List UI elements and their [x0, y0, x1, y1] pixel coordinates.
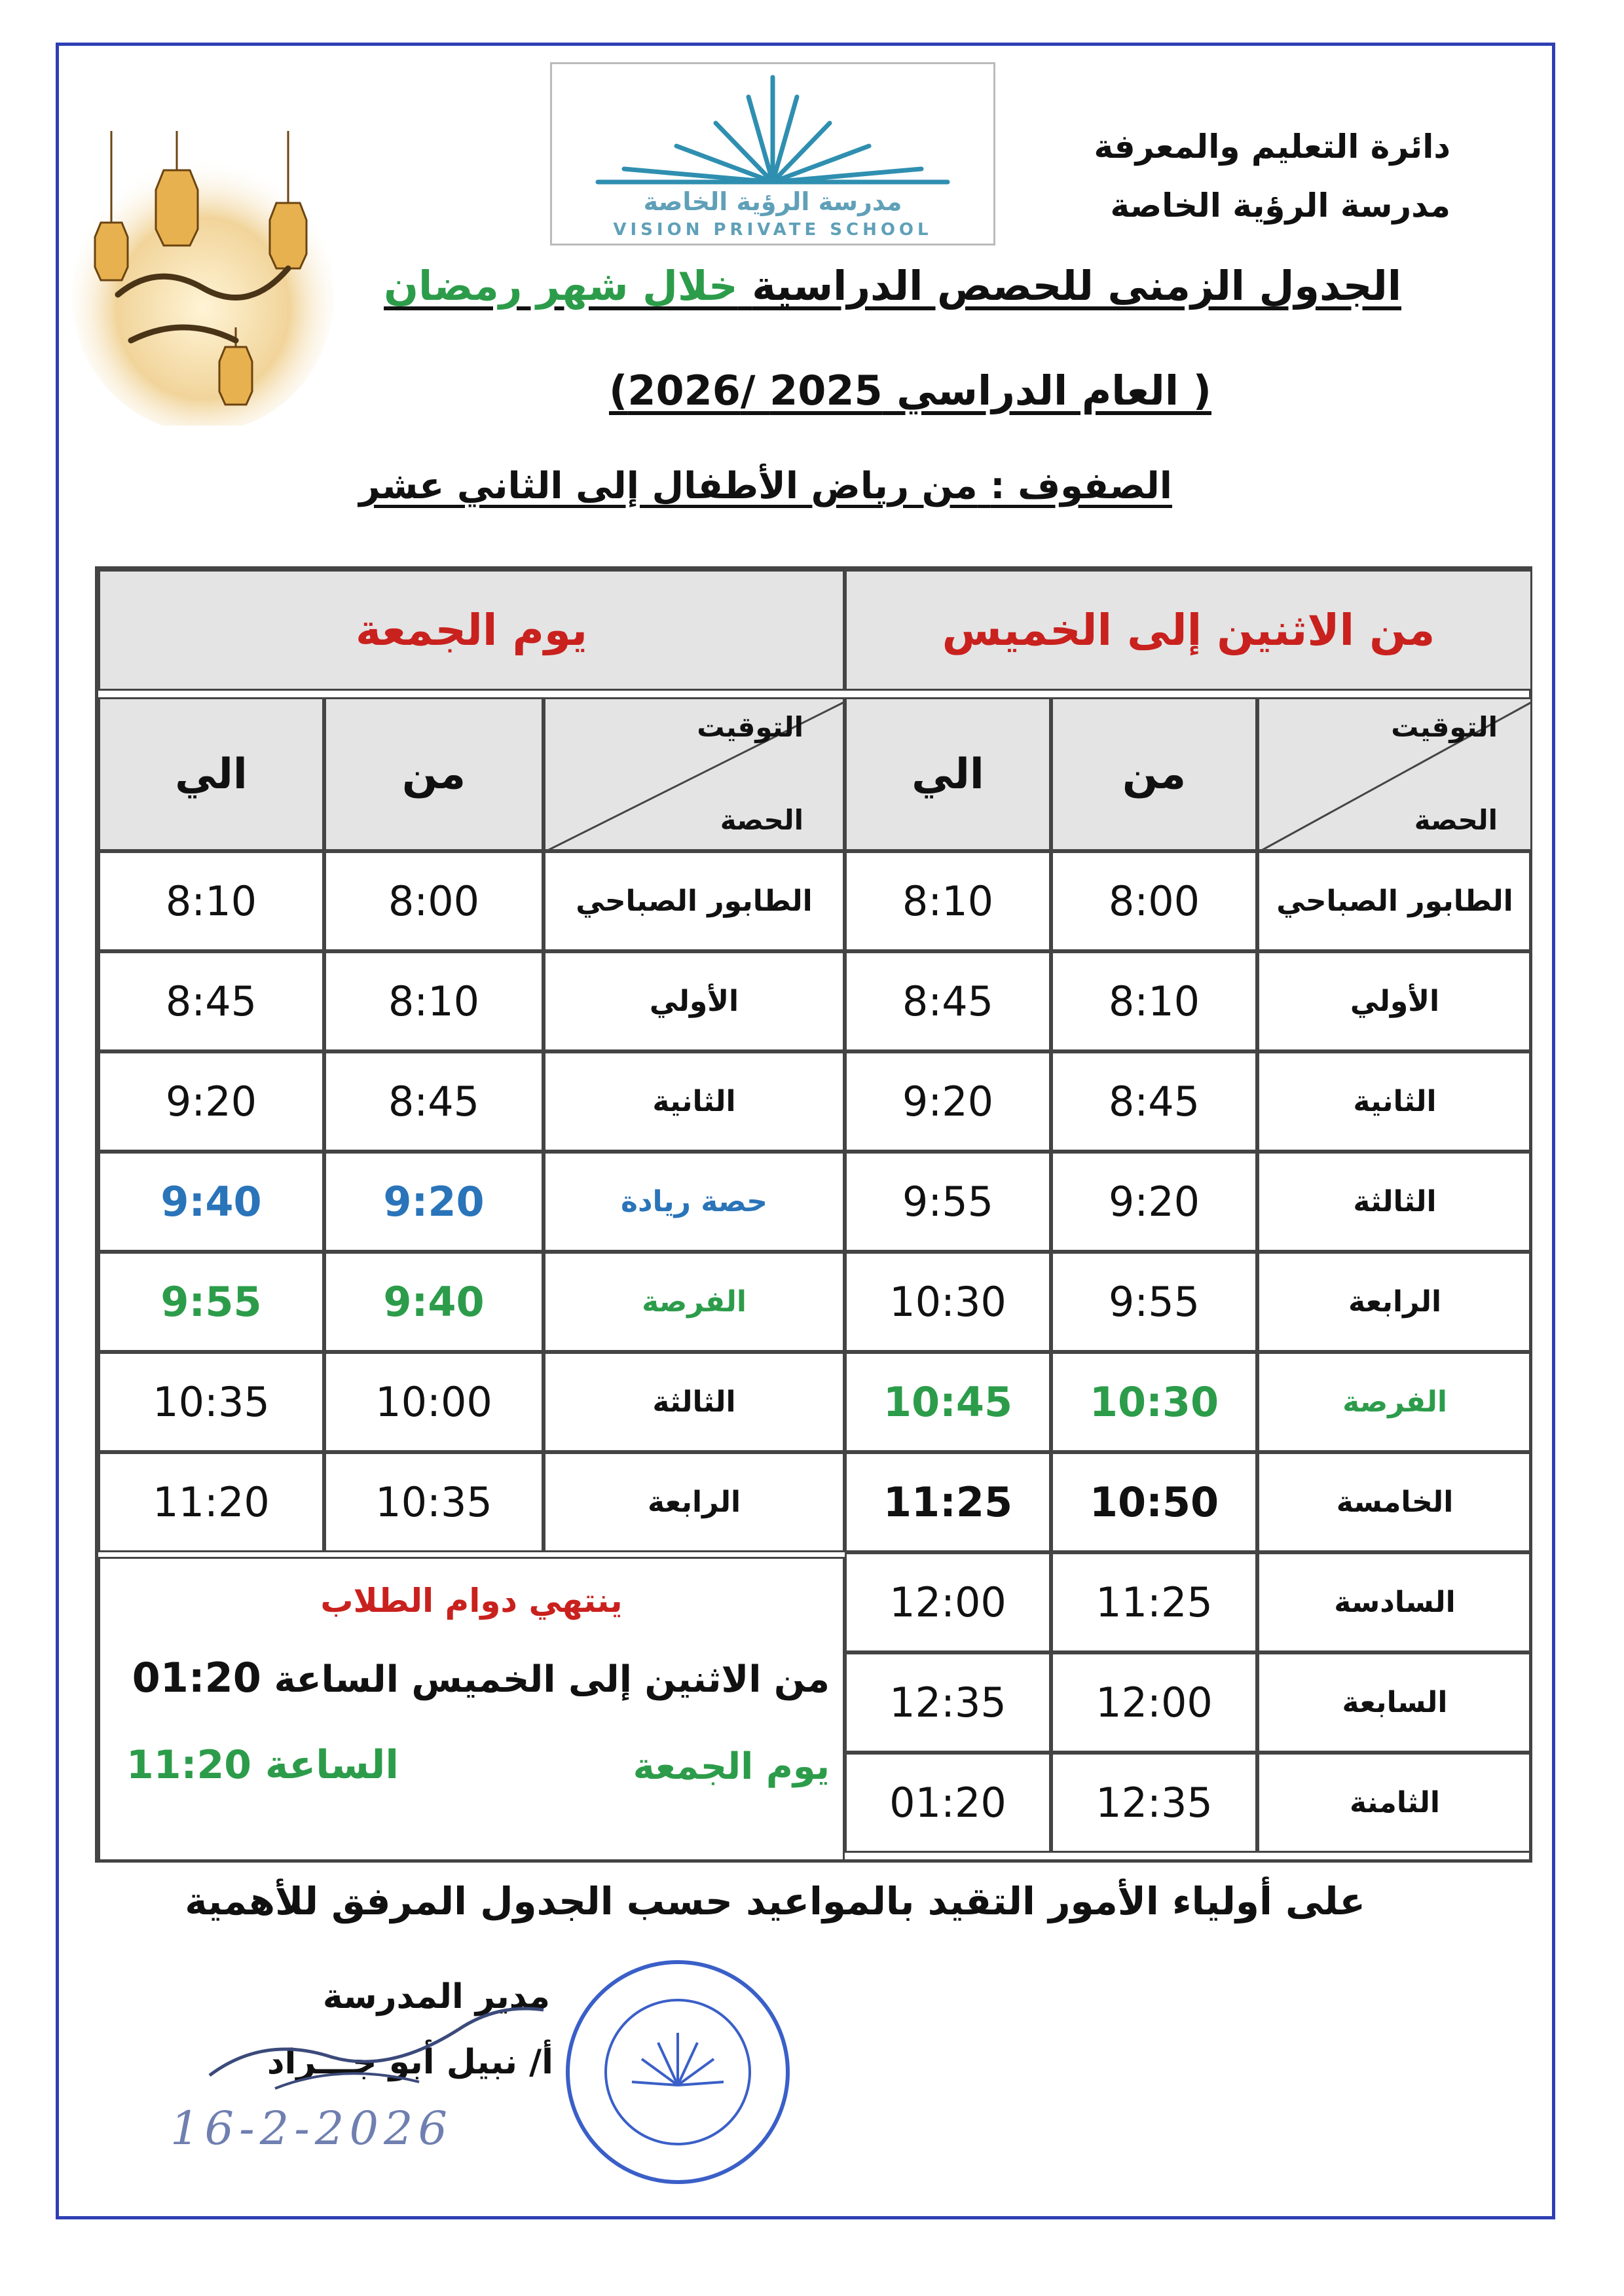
logo-arabic-text: مدرسة الرؤية الخاصة	[643, 187, 902, 216]
logo-english-text: VISION PRIVATE SCHOOL	[613, 220, 932, 240]
weekday-period-cell: السادسة	[1257, 1552, 1532, 1652]
period-label: الحصة	[720, 804, 803, 836]
stamp-icon	[560, 1954, 796, 2190]
friday-to-cell: 9:55	[98, 1252, 324, 1352]
signature-date: 16-2-2026	[170, 2102, 453, 2155]
weekday-to-cell: 11:25	[845, 1452, 1051, 1552]
weekdays-timing-header	[1257, 697, 1532, 851]
sunburst-logo-icon	[552, 64, 993, 189]
friday-from-cell: 9:40	[324, 1252, 544, 1352]
friday-to-cell: 8:10	[98, 851, 324, 951]
weekday-period-cell: الثانية	[1257, 1051, 1532, 1152]
weekday-period-cell: الثامنة	[1257, 1753, 1532, 1853]
ramadan-lantern-artwork	[72, 131, 334, 426]
grades-value: من رياض الأطفال إلى الثاني عشر	[359, 465, 978, 507]
weekday-period-cell: الخامسة	[1257, 1452, 1532, 1552]
timing-label: التوقيت	[697, 711, 803, 743]
end-note-weekdays	[132, 1654, 830, 1702]
weekday-from-cell: 10:30	[1051, 1352, 1257, 1452]
friday-to-cell: 8:45	[98, 951, 324, 1051]
academic-year: ( العام الدراسي 2025 /2026)	[608, 367, 1211, 414]
weekday-from-cell: 9:20	[1051, 1152, 1257, 1252]
weekday-period-cell: الثالثة	[1257, 1152, 1532, 1252]
friday-to-cell: 9:40	[98, 1152, 324, 1252]
weekday-from-cell: 12:00	[1051, 1652, 1257, 1753]
friday-to-header: الي	[98, 697, 324, 851]
friday-to-cell: 10:35	[98, 1352, 324, 1452]
timing-label: التوقيت	[1391, 711, 1498, 743]
weekday-from-cell: 8:10	[1051, 951, 1257, 1051]
weekday-period-cell: الفرصة	[1257, 1352, 1532, 1452]
weekday-period-cell: السابعة	[1257, 1652, 1532, 1753]
title-ramadan: خلال شهر رمضان	[384, 262, 738, 310]
friday-from-header: من	[324, 697, 544, 851]
school-logo	[550, 62, 995, 246]
end-note-friday-time: 11:20	[126, 1742, 251, 1788]
schedule-table	[95, 566, 1532, 1863]
friday-to-cell: 11:20	[98, 1452, 324, 1552]
friday-period-cell: الأولي	[544, 951, 845, 1051]
grades-label: الصفوف :	[990, 465, 1172, 507]
weekday-to-cell: 10:45	[845, 1352, 1051, 1452]
friday-timing-header	[544, 697, 845, 851]
weekday-from-cell: 9:55	[1051, 1252, 1257, 1352]
friday-period-cell: الطابور الصباحي	[544, 851, 845, 951]
friday-from-cell: 10:00	[324, 1352, 544, 1452]
friday-period-cell: حصة ريادة	[544, 1152, 845, 1252]
page-title	[384, 262, 1401, 310]
weekday-to-cell: 12:00	[845, 1552, 1051, 1652]
friday-from-cell: 8:10	[324, 951, 544, 1051]
friday-period-cell: الفرصة	[544, 1252, 845, 1352]
weekday-from-cell: 11:25	[1051, 1552, 1257, 1652]
end-note-friday-text: الساعة	[265, 1742, 399, 1788]
weekday-from-cell: 8:00	[1051, 851, 1257, 951]
weekday-to-cell: 9:55	[845, 1152, 1051, 1252]
end-note-friday-label: يوم الجمعة	[633, 1745, 830, 1788]
signature-scribble-icon	[196, 1977, 563, 2108]
weekday-to-cell: 10:30	[845, 1252, 1051, 1352]
lantern-icon	[72, 131, 334, 426]
weekday-period-cell: الأولي	[1257, 951, 1532, 1051]
school-stamp	[560, 1954, 796, 2190]
weekday-period-cell: الطابور الصباحي	[1257, 851, 1532, 951]
weekday-period-cell: الرابعة	[1257, 1252, 1532, 1352]
school-name: مدرسة الرؤية الخاصة	[1110, 187, 1450, 225]
title-part1: الجدول الزمنى للحصص الدراسية	[752, 262, 1401, 310]
end-note-friday	[126, 1742, 399, 1788]
period-label: الحصة	[1414, 804, 1498, 836]
friday-period-cell: الثانية	[544, 1051, 845, 1152]
weekday-to-cell: 8:45	[845, 951, 1051, 1051]
end-note-weekdays-text: من الاثنين إلى الخميس الساعة	[274, 1658, 830, 1701]
weekday-to-cell: 01:20	[845, 1753, 1051, 1853]
weekdays-to-header: الي	[845, 697, 1051, 851]
weekday-to-cell: 9:20	[845, 1051, 1051, 1152]
grades-line	[359, 465, 1172, 507]
weekday-from-cell: 12:35	[1051, 1753, 1257, 1853]
end-note-title: ينتهي دوام الطلاب	[320, 1582, 623, 1620]
principal-name: أ/ نبيل أبو جـــراد	[267, 2043, 553, 2082]
friday-period-cell: الثالثة	[544, 1352, 845, 1452]
friday-from-cell: 8:00	[324, 851, 544, 951]
department-name: دائرة التعليم والمعرفة	[1094, 128, 1450, 166]
friday-from-cell: 9:20	[324, 1152, 544, 1252]
weekday-to-cell: 12:35	[845, 1652, 1051, 1753]
end-note-weekdays-time: 01:20	[132, 1654, 261, 1702]
weekdays-header: من الاثنين إلى الخميس	[845, 570, 1532, 691]
friday-to-cell: 9:20	[98, 1051, 324, 1152]
weekday-from-cell: 8:45	[1051, 1051, 1257, 1152]
weekdays-from-header: من	[1051, 697, 1257, 851]
friday-from-cell: 8:45	[324, 1051, 544, 1152]
weekday-from-cell: 10:50	[1051, 1452, 1257, 1552]
weekday-to-cell: 8:10	[845, 851, 1051, 951]
principal-title: مدير المدرسة	[322, 1977, 550, 2016]
friday-header: يوم الجمعة	[98, 570, 845, 691]
parents-notice: على أولياء الأمور التقيد بالمواعيد حسب الجدول المرفق للأهمية	[185, 1879, 1365, 1923]
friday-from-cell: 10:35	[324, 1452, 544, 1552]
friday-period-cell: الرابعة	[544, 1452, 845, 1552]
end-of-day-note	[98, 1557, 845, 1863]
